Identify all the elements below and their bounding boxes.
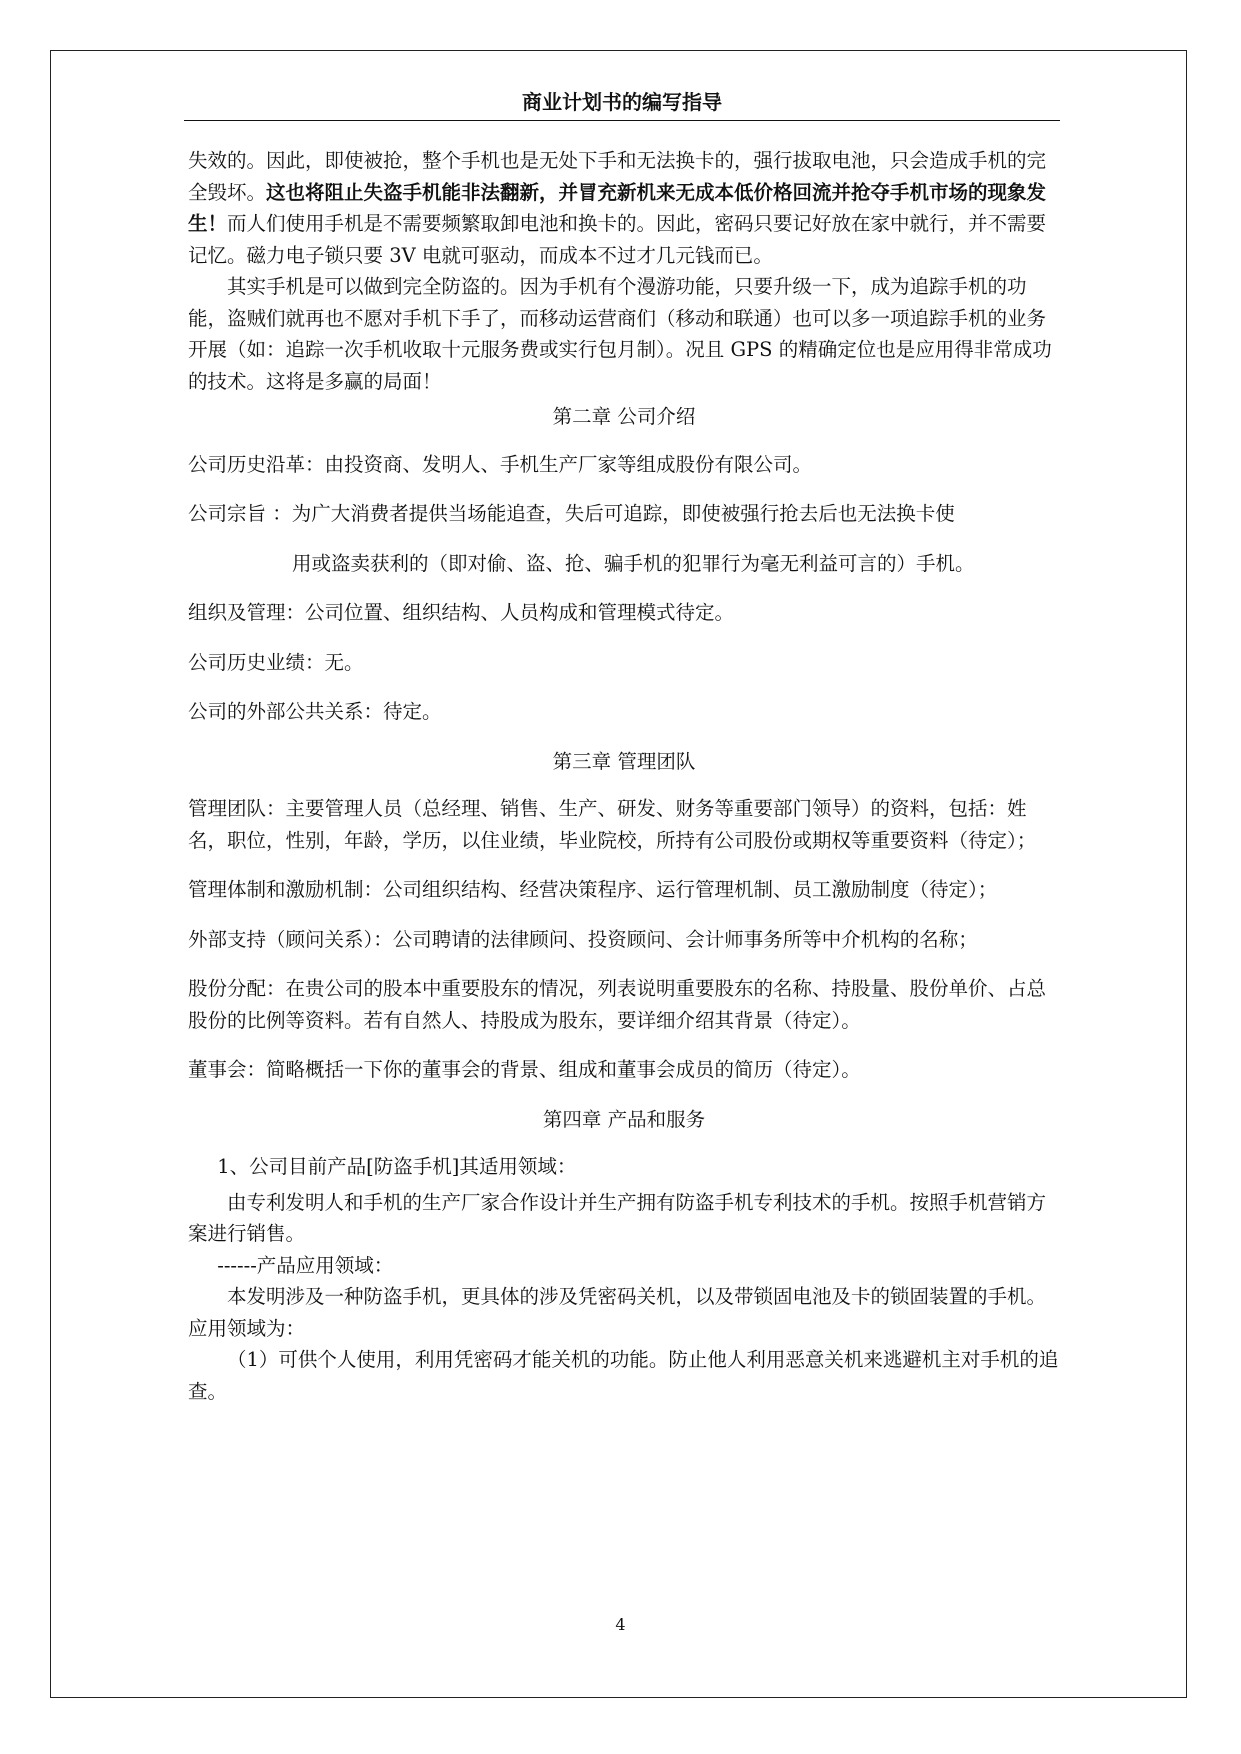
product-item-1: 1、公司目前产品[防盗手机]其适用领域： — [217, 1155, 577, 1178]
company-performance: 公司历史业绩：无。 — [188, 650, 364, 674]
public-relations: 公司的外部公共关系：待定。 — [188, 700, 442, 723]
use-case-1: （1）可供个人使用，利用凭密码才能关机的功能。防止他人利用恶意关机来逃避机主对手机的追查。 — [188, 1348, 1059, 1403]
header-divider — [184, 120, 1060, 121]
page-number: 4 — [615, 1615, 626, 1634]
management-mechanism: 管理体制和激励机制：公司组织结构、经营决策程序、运行管理机制、员工激励制度（待定）； — [188, 878, 998, 901]
company-purpose-line1: 公司宗旨 ：为广大消费者提供当场能追查，失后可追踪，即使被强行抢去后也无法换卡使 — [188, 502, 955, 525]
company-purpose-line2: 用或盗卖获利的（即对偷、盗、抢、骗手机的犯罪行为毫无利益可言的）手机。 — [292, 551, 975, 575]
chapter-4-title: 第四章 产品和服务 — [542, 1107, 706, 1131]
document-body — [188, 145, 1060, 1407]
board-of-directors: 董事会：简略概括一下你的董事会的背景、组成和董事会成员的简历（待定）。 — [188, 1058, 861, 1081]
organization-management: 组织及管理：公司位置、组织结构、人员构成和管理模式待定。 — [188, 601, 735, 624]
paragraph-tracking: 其实手机是可以做到完全防盗的。因为手机有个漫游功能，只要升级一下，成为追踪手机的功能，盗贼们就再也不愿对手机下手了，而移动运营商们（移动和联通）也可以多一项追踪手机的业务开展（如：追踪一次手机收取十元服务费或实行包月制）。况且 GPS 的精确定位也是应用得非常成功的技术。这将是多赢的局面！ — [188, 275, 1052, 393]
chapter-3-title: 第三章 管理团队 — [552, 749, 696, 773]
external-support: 外部支持（顾问关系）：公司聘请的法律顾问、投资顾问、会计师事务所等中介机构的名称； — [188, 927, 978, 951]
paragraph-battery — [188, 145, 1060, 271]
management-team: 管理团队：主要管理人员（总经理、销售、生产、研发、财务等重要部门领导）的资料，包括：姓名，职位，性别，年龄，学历，以住业绩，毕业院校，所持有公司股份或期权等重要资料（待定）； — [188, 797, 1037, 852]
share-distribution: 股份分配：在贵公司的股本中重要股东的情况，列表说明重要股东的名称、持股量、股份单价、占总股份的比例等资料。若有自然人、持股成为股东，要详细介绍其背景（待定）。 — [188, 977, 1047, 1032]
bold-emphasis: 这也将阻止失盗手机能非法翻新，并冒充新机来无成本低价格回流并抢夺手机市场的现象发生！ — [188, 180, 1047, 235]
page-header-title: 商业计划书的编写指导 — [522, 90, 722, 114]
application-heading: ------产品应用领域： — [217, 1253, 394, 1277]
company-history: 公司历史沿革：由投资商、发明人、手机生产厂家等组成股份有限公司。 — [188, 452, 813, 476]
chapter-2-title: 第二章 公司介绍 — [552, 405, 696, 428]
paragraph-text: 而人们使用手机是不需要频繁取卸电池和换卡的。因此，密码只要记好放在家中就行，并不需要记忆。磁力电子锁只要 3V 电就可驱动，而成本不过才几元钱而已。 — [188, 212, 1047, 267]
invention-description: 本发明涉及一种防盗手机，更具体的涉及凭密码关机，以及带锁固电池及卡的锁固装置的手机。应用领域为： — [188, 1285, 1047, 1340]
paragraph-text: 失效的。因此，即使被抢，整个手机也是无处下手和无法换卡的，强行拔取电池，只会造成手机的完全毁坏。 — [188, 149, 1047, 204]
product-description: 由专利发明人和手机的生产厂家合作设计并生产拥有防盗手机专利技术的手机。按照手机营销方案进行销售。 — [188, 1190, 1047, 1245]
